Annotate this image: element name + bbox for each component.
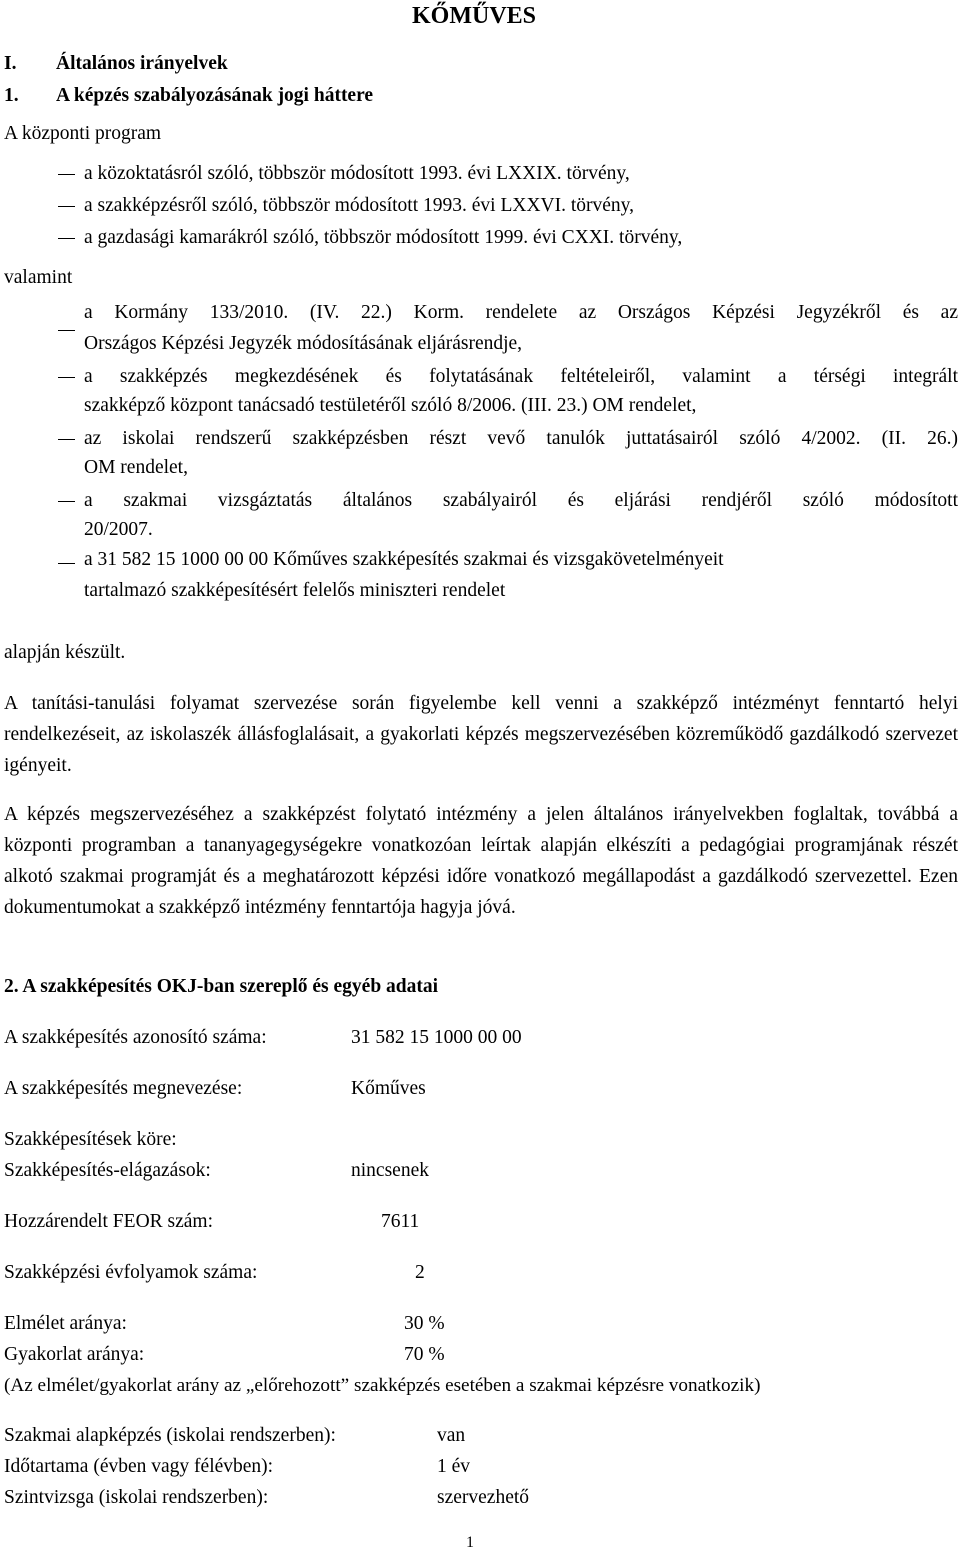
id-label: A szakképesítés azonosító száma: <box>4 1027 267 1048</box>
list-item: a 31 582 15 1000 00 00 Kőműves szakképesítés szakmai és vizsgakövetelményeit <box>84 549 724 570</box>
page-number: 1 <box>466 1534 474 1551</box>
list-bullet <box>58 174 75 175</box>
theory-label: Elmélet aránya: <box>4 1313 127 1334</box>
practice-label: Gyakorlat aránya: <box>4 1344 145 1365</box>
list-bullet <box>58 501 75 502</box>
feor-label: Hozzárendelt FEOR szám: <box>4 1211 214 1232</box>
list-item: a szakképzés megkezdésének és folytatásának feltételeiről, valamint a térségi integrált <box>84 366 958 387</box>
section2-heading: 2. A szakképesítés OKJ-ban szereplő és egyéb adatai <box>4 976 439 997</box>
intro-text: A központi program <box>4 123 162 144</box>
grades-value: 2 <box>415 1262 425 1283</box>
list-item: az iskolai rendszerű szakképzésben részt vevő tanulók juttatásairól szóló 4/2002. (II. 26.) <box>84 428 958 449</box>
list-bullet <box>58 330 75 331</box>
section-heading: Általános irányelvek <box>56 53 228 74</box>
document-title: KŐMŰVES <box>412 3 537 29</box>
list-item-continuation: tartalmazó szakképesítésért felelős miniszteri rendelet <box>84 580 506 601</box>
list-item: a közoktatásról szóló, többször módosított 1993. évi LXXIX. törvény, <box>84 163 630 184</box>
list-item: a Kormány 133/2010. (IV. 22.) Korm. rendelete az Országos Képzési Jegyzékről és az <box>84 302 958 323</box>
section-number: I. <box>4 53 17 74</box>
list-item: a szakképzésről szóló, többször módosított 1993. évi LXXVI. törvény, <box>84 195 635 216</box>
ratio-note: (Az elmélet/gyakorlat arány az „előrehozott” szakképzés esetében a szakmai képzésre vonatkozik) <box>4 1375 761 1396</box>
id-value: 31 582 15 1000 00 00 <box>351 1027 522 1048</box>
branch-label: Szakképesítés-elágazások: <box>4 1160 211 1181</box>
subsection-heading: A képzés szabályozásának jogi háttere <box>56 85 374 106</box>
list-item-continuation: Országos Képzési Jegyzék módosításának eljárásrendje, <box>84 333 523 354</box>
list-bullet <box>58 439 75 440</box>
list-bullet <box>58 206 75 207</box>
paragraph: A képzés megszervezéséhez a szakképzést folytató intézmény a jelen általános irányelvekben foglaltak, továbbá a központi programban a tananyagegységekre vonatkozóan leírtak alapján elkészíti a pedagógiai programjának részét alkotó szakmai programját és a meghatározott képzési időre vonatkozó megállapodást a gazdálkodó szervezettel. Ezen dokumentumokat a szakképző intézmény fenntartója hagyja jóvá. <box>4 804 958 918</box>
list-item-continuation: 20/2007. <box>84 519 153 540</box>
basic-training-value: van <box>437 1425 466 1446</box>
list-item-continuation: szakképző központ tanácsadó testületéről szóló 8/2006. (III. 23.) OM rendelet, <box>84 395 697 416</box>
list-bullet <box>58 238 75 239</box>
subsection-number: 1. <box>4 85 19 106</box>
scope-label: Szakképesítések köre: <box>4 1129 177 1150</box>
theory-value: 30 % <box>404 1313 445 1334</box>
name-label: A szakképesítés megnevezése: <box>4 1078 243 1099</box>
basic-training-label: Szakmai alapképzés (iskolai rendszerben): <box>4 1425 336 1446</box>
branch-value: nincsenek <box>351 1160 429 1181</box>
grades-label: Szakképzési évfolyamok száma: <box>4 1262 258 1283</box>
list-bullet <box>58 377 75 378</box>
feor-value: 7611 <box>381 1211 420 1232</box>
paragraph: A tanítási-tanulási folyamat szervezése során figyelembe kell venni a szakképző intézményt fenntartó helyi rendelkezéseit, az iskolaszék állásfoglalásait, a gyakorlati képzés megszervezésében közreműködő gazdálkodó szervezet igényeit. <box>4 693 958 776</box>
alapjan-text: alapján készült. <box>4 642 126 663</box>
practice-value: 70 % <box>404 1344 445 1365</box>
duration-label: Időtartama (évben vagy félévben): <box>4 1456 274 1477</box>
valamint-text: valamint <box>4 267 73 288</box>
list-bullet <box>58 563 75 564</box>
name-value: Kőműves <box>351 1078 426 1099</box>
list-item: a szakmai vizsgáztatás általános szabályairól és eljárási rendjéről szóló módosított <box>84 490 958 511</box>
level-exam-label: Szintvizsga (iskolai rendszerben): <box>4 1487 269 1508</box>
list-item-continuation: OM rendelet, <box>84 457 188 478</box>
duration-value: 1 év <box>437 1456 471 1477</box>
level-exam-value: szervezhető <box>437 1487 530 1508</box>
list-item: a gazdasági kamarákról szóló, többször módosított 1999. évi CXXI. törvény, <box>84 227 683 248</box>
